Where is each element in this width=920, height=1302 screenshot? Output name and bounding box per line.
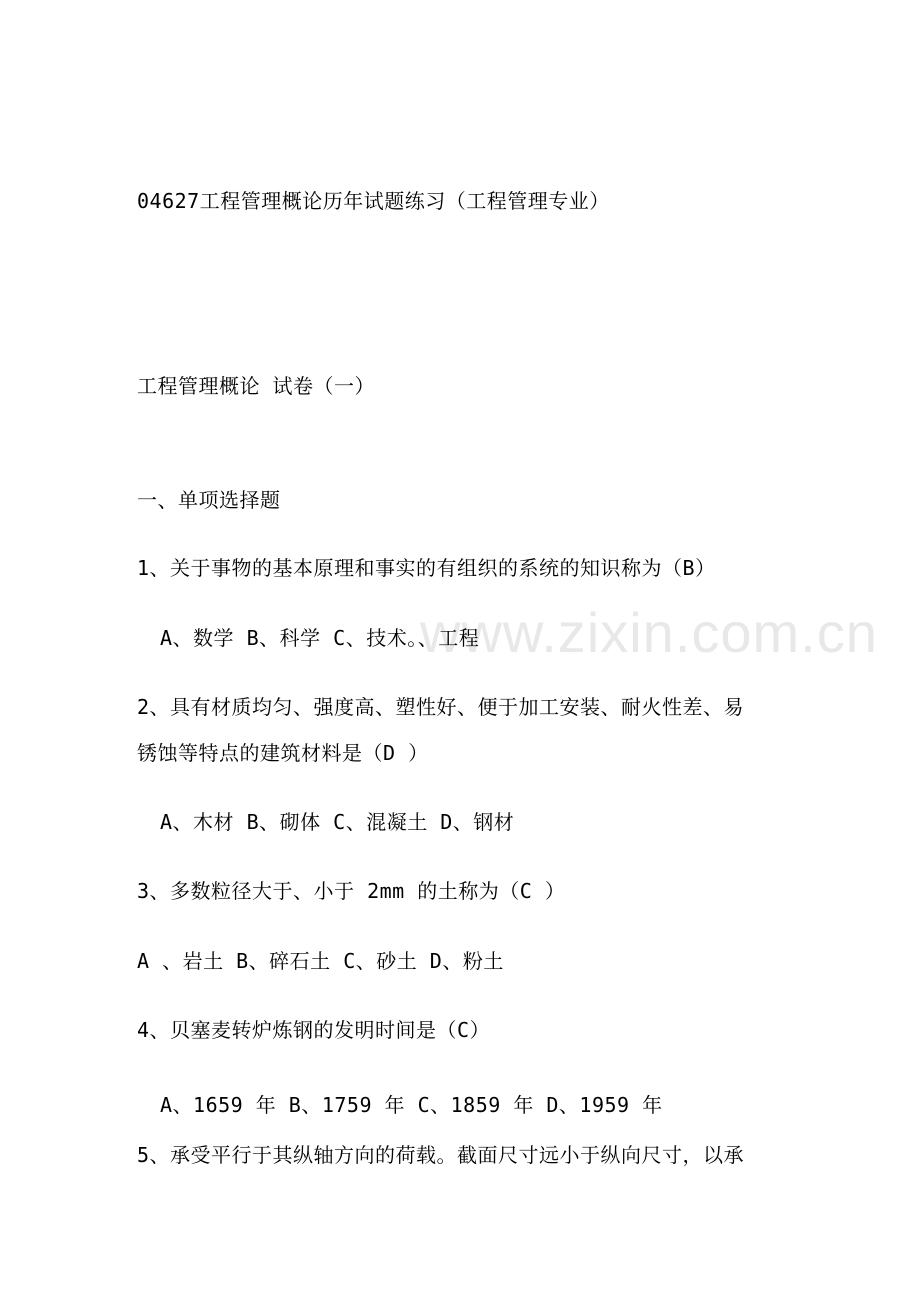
question-2-options: A、木材 B、砌体 C、混凝土 D、钢材 xyxy=(160,810,515,834)
question-5-text: 5、承受平行于其纵轴方向的荷载。截面尺寸远小于纵向尺寸，以承 xyxy=(137,1143,745,1167)
question-4-options: A、1659 年 B、1759 年 C、1859 年 D、1959 年 xyxy=(160,1093,663,1117)
question-3-text: 3、多数粒径大于、小于 2mm 的土称为（C ） xyxy=(137,879,566,903)
watermark: www.zixin.com.cn xyxy=(420,601,878,664)
paper-title: 工程管理概论 试卷（一） xyxy=(137,374,376,398)
document-title: 04627工程管理概论历年试题练习（工程管理专业） xyxy=(137,189,610,213)
question-4-text: 4、贝塞麦转炉炼钢的发明时间是（C） xyxy=(137,1018,491,1042)
section-heading: 一、单项选择题 xyxy=(137,488,281,512)
question-2-text-line-2: 锈蚀等特点的建筑材料是（D ） xyxy=(137,741,429,765)
question-1-text: 1、关于事物的基本原理和事实的有组织的系统的知识称为（B） xyxy=(137,556,716,580)
question-3-options: A 、岩土 B、碎石土 C、砂土 D、粉土 xyxy=(137,949,504,973)
question-2-text-line-1: 2、具有材质均匀、强度高、塑性好、便于加工安装、耐火性差、易 xyxy=(137,695,745,719)
question-1-options: A、数学 B、科学 C、技术。、工程 xyxy=(160,626,480,650)
